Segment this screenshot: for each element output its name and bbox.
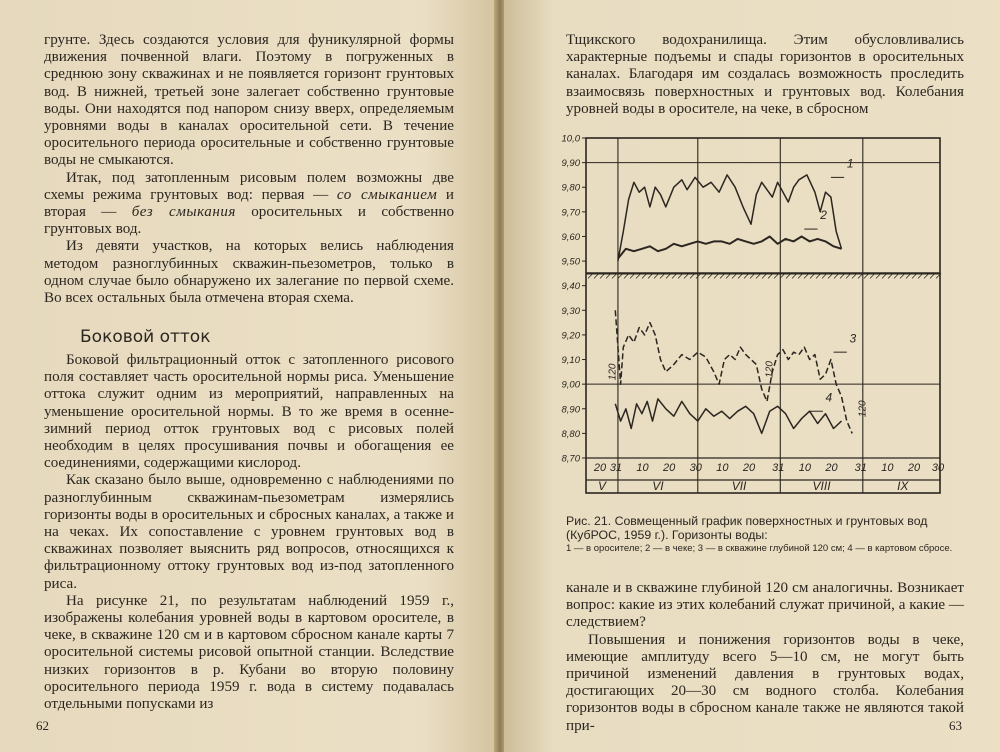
y-tick-label: 9,70 [561,207,580,219]
caption-title: Рис. 21. Совмещенный график поверхностных и грунтовых вод (КубРОС, 1959 г.). Горизонты воды: [566,514,928,542]
emphasis-without-closure: без смыкания [131,204,236,221]
x-day-tick-label: 30 [689,462,702,474]
left-paragraph-4: Боковой фильтрационный отток с затопленного рисового поля составляет часть оросительной нормы риса. Уменьшение оттока служит одним из мероприятий, направленных на уменьшение оросительной нормы. В то же время в осенне-зимний период отток грунтовых вод с рисовых полей необходим в целях просушивания почвы и обогащения ее соединениями, содержащими кислород. [44,352,454,472]
left-paragraph-3: Из девяти участков, на которых велись наблюдения методом разноглубинных скважин-пьезометров, только в одном случае было обнаружено их залегание по первой схеме. Во всех остальных была отмечена вторая схема. [44,238,454,307]
right-paragraph-3: Повышения и понижения горизонтов воды в чеке, имеющие амплитуду всего 5—10 см, не могут быть причиной изменений давления в грунтовых водах, достигающих 20—30 см водного столба. Колебания горизонтов воды в сбросном канале также не являются такой при- [566,631,964,734]
right-paragraph-1: Тщикского водохранилища. Этим обусловливались характерные подъемы и спады горизонтов в оросительных каналах. Благодаря им создалась возможность проследить взаимосвязь поверхностных и грунтовых вод. Колебания уровней воды в оросителе, на чеке, в сбросном [566,32,964,117]
x-day-tick-label: 10 [881,462,894,474]
left-paragraph-6: На рисунке 21, по результатам наблюдений 1959 г., изображены колебания уровней воды в картовом оросителе, в чеке, в скважине 120 см и в картовом сбросном канале карты 7 оросительной системы рисовой опытной станции. Вследствие низких горизонтов в р. Кубани во вторую половину оросительного периода 1959 г. вода в систему подавалась отдельными попусками из [44,592,454,713]
y-tick-label: 9,50 [561,256,580,268]
x-day-tick-label: 20 [663,462,676,474]
left-page-top-text [44,32,454,307]
x-day-tick-label: 31 [772,462,785,474]
y-tick-label: 9,40 [561,281,580,293]
x-day-tick-label: 20 [593,462,607,474]
series-number-label: 2 [820,208,827,223]
y-tick-label: 9,30 [561,305,580,317]
left-paragraph-2 [44,170,454,239]
left-paragraph-5: Как сказано было выше, одновременно с наблюдениями по разноглубинным скважинам-пьезометрам измерялись горизонты воды в оросительных и сбросных каналах, а также и на чеках. Их сопоставление с уровнем грунтовых вод в скважинах позволяет выяснить ряд вопросов, относящихся к фильтрационному оттоку грунтовых вод из-под затопленного риса. [44,472,454,592]
y-tick-label: 9,00 [561,379,580,391]
left-page [0,0,496,752]
left-paragraph-2-a: Итак, под затопленным рисовым полем возможны две схемы режима грунтовых вод: первая — [44,169,454,203]
left-paragraph-2-b: и вторая — [44,186,454,221]
right-page-top-text [566,32,964,118]
inline-depth-label: 120 [764,361,776,378]
page-number-right: 63 [949,718,962,733]
series-line-4 [615,399,841,434]
y-tick-label: 9,20 [561,330,580,342]
page-number-left: 62 [36,718,49,733]
month-label: IX [897,479,909,493]
x-day-tick-label: 30 [931,462,945,474]
x-day-tick-label: 20 [825,462,838,474]
series-number-label: 3 [849,331,857,346]
x-day-tick-label: 31 [854,462,867,474]
y-tick-label: 9,80 [561,182,580,194]
month-label: VIII [812,479,831,493]
emphasis-with-closure: со смыканием [336,186,438,203]
section-heading: Боковой отток [80,327,211,347]
series-number-label: 1 [846,156,854,171]
y-tick-label: 10,0 [561,133,580,145]
x-day-tick-label: 20 [907,462,921,474]
y-tick-label: 9,90 [561,158,580,170]
figure-caption [566,514,964,554]
y-tick-label: 8,80 [561,428,580,440]
y-tick-label: 8,70 [561,453,580,465]
x-day-tick-label: 10 [798,462,812,474]
x-day-tick-label: 31 [609,462,623,474]
left-paragraph-1: грунте. Здесь создаются условия для фуникулярной формы движения почвенной влаги. Поэтому в погруженных в среднюю зону скважинах и не появляется горизонт грунтовых вод. В нижней, третьей зоне залегает собственно грунтовые воды. Они находятся под напором снизу вверх, определяемым уровнями воды в каналах оросительной сети. В течение оросительного периода оросительные и собственно грунтовые воды не смыкаются. [44,32,454,169]
chart-svg [550,130,950,510]
x-day-tick-label: 10 [716,462,729,474]
y-tick-label: 9,10 [561,355,580,367]
right-page-bottom-text [566,580,964,735]
x-day-tick-label: 20 [742,462,756,474]
month-label: VI [652,479,664,493]
month-label: V [597,479,606,493]
x-day-tick-label: 10 [636,462,649,474]
right-paragraph-2: канале и в скважине глубиной 120 см аналогичны. Возникает вопрос: какие из этих колебаний служат причиной, а какие — следствием? [566,580,964,631]
figure-21-chart [550,130,950,510]
month-label: VII [731,479,747,493]
left-page-bottom-text [44,352,454,713]
caption-legend: 1 — в оросителе; 2 — в чеке; 3 — в скважине глубиной 120 см; 4 — в картовом сбросе. [566,543,953,554]
right-page [504,0,1000,752]
series-number-label: 4 [825,390,833,405]
series-line-2 [618,237,842,259]
inline-depth-label: 120 [857,400,869,418]
y-tick-label: 8,90 [561,404,580,416]
y-tick-label: 9,60 [561,231,580,243]
inline-depth-label: 120 [607,363,619,381]
left-paragraph-2-c: оросительных и собственно грунтовых вод. [44,204,454,238]
